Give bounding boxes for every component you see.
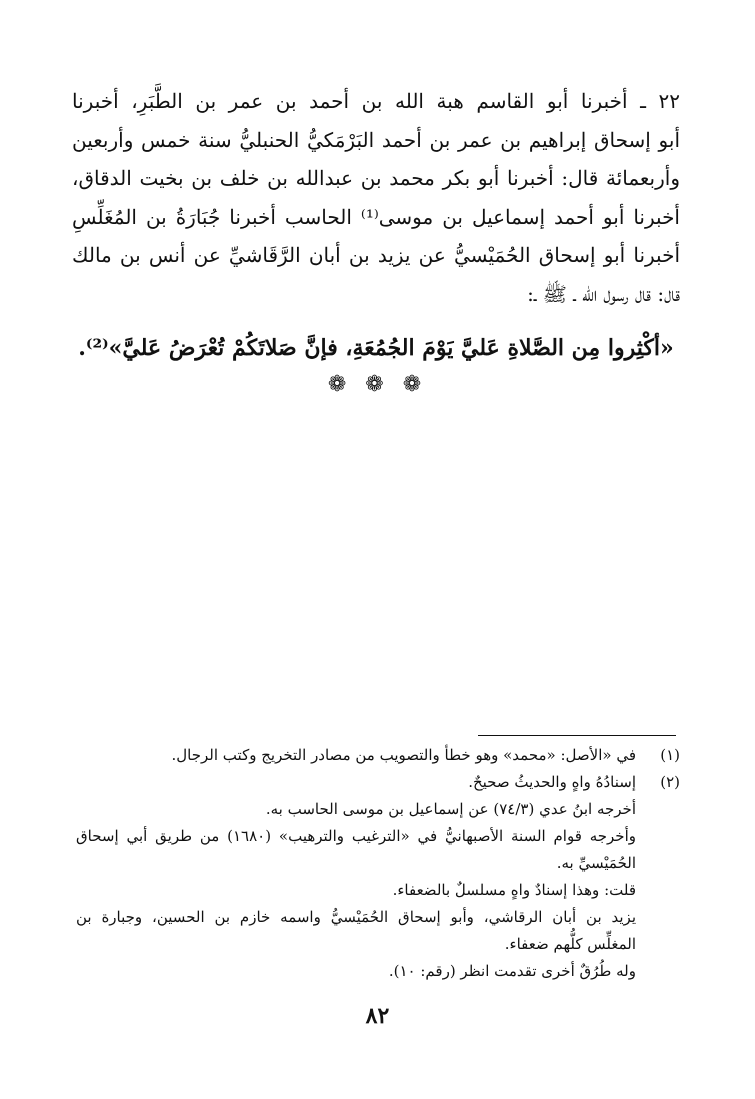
hadith-text: «أكْثِروا مِن الصَّلاةِ عَليَّ يَوْمَ الجُمُعَةِ، فإنَّ صَلاتَكُمْ تُعْرَضُ عَليَّ»⁽²⁾. <box>78 335 674 361</box>
body-line: ٢٢ ـ أخبرنا أبو القاسم هبة الله بن أحمد بن عمر بن الطَّبَرِ، أخبرنا <box>72 89 680 113</box>
footnote-line: في «الأصل: «محمد» وهو خطأ والتصويب من مصادر التخريج وكتب الرجال. <box>171 746 636 764</box>
footnote-line: المغلِّس كلُّهم ضعفاء. <box>504 935 636 953</box>
section-separator: ❁ ❁ ❁ <box>327 372 428 397</box>
footnote-line: أخرجه ابنُ عدي (٧٤/٣) عن إسماعيل بن موسى الحاسب به. <box>265 800 636 818</box>
footnote-line: وأخرجه قوام السنة الأصبهانيُّ في «الترغيب والترهيب» (١٦٨٠) من طريق أبي إسحاق <box>76 827 636 845</box>
footnote-rule <box>478 735 676 736</box>
footnote-line: يزيد بن أبان الرقاشي، وأبو إسحاق الحُمَيْسيُّ واسمه خازم بن الحسين، وجبارة بن <box>76 908 636 926</box>
footnote-line: وله طُرُقٌ أخرى تقدمت انظر (رقم: ١٠). <box>388 962 636 980</box>
body-line: أخبرنا أبو أحمد إسماعيل بن موسى⁽¹⁾ الحاسب أخبرنا جُبَارَةُ بن المُغَلِّسِ <box>72 204 680 229</box>
body-line: وأربعمائة قال: أخبرنا أبو بكر محمد بن عبدالله بن خلف بن بخيت الدقاق، <box>72 166 680 190</box>
footnote-1 <box>76 742 680 769</box>
footnotes <box>76 742 680 985</box>
body-line: أبو إسحاق إبراهيم بن عمر بن أحمد البَرْمَكيُّ الحنبليُّ سنة خمس وأربعين <box>72 127 680 152</box>
page-number: ٨٢ <box>365 1003 390 1029</box>
footnote-line: إسنادُهُ واهٍ والحديثُ صحيحٌ. <box>468 773 636 791</box>
footnote-2 <box>76 769 680 985</box>
footnote-line: قلت: وهذا إسنادٌ واهٍ مسلسلٌ بالضعفاء. <box>392 881 636 899</box>
footnote-line: الحُمَيْسيِّ به. <box>556 854 636 872</box>
footnote-number: (٢) <box>660 773 680 791</box>
hadith-chain-text <box>72 82 680 313</box>
body-line: قال: قال رسول الله ـ ﷺ ـ: <box>527 281 680 306</box>
footnote-number: (١) <box>660 746 680 764</box>
body-line: أخبرنا أبو إسحاق الحُمَيْسيُّ عن يزيد بن أبان الرَّقَاشيِّ عن أنس بن مالك <box>72 243 680 267</box>
